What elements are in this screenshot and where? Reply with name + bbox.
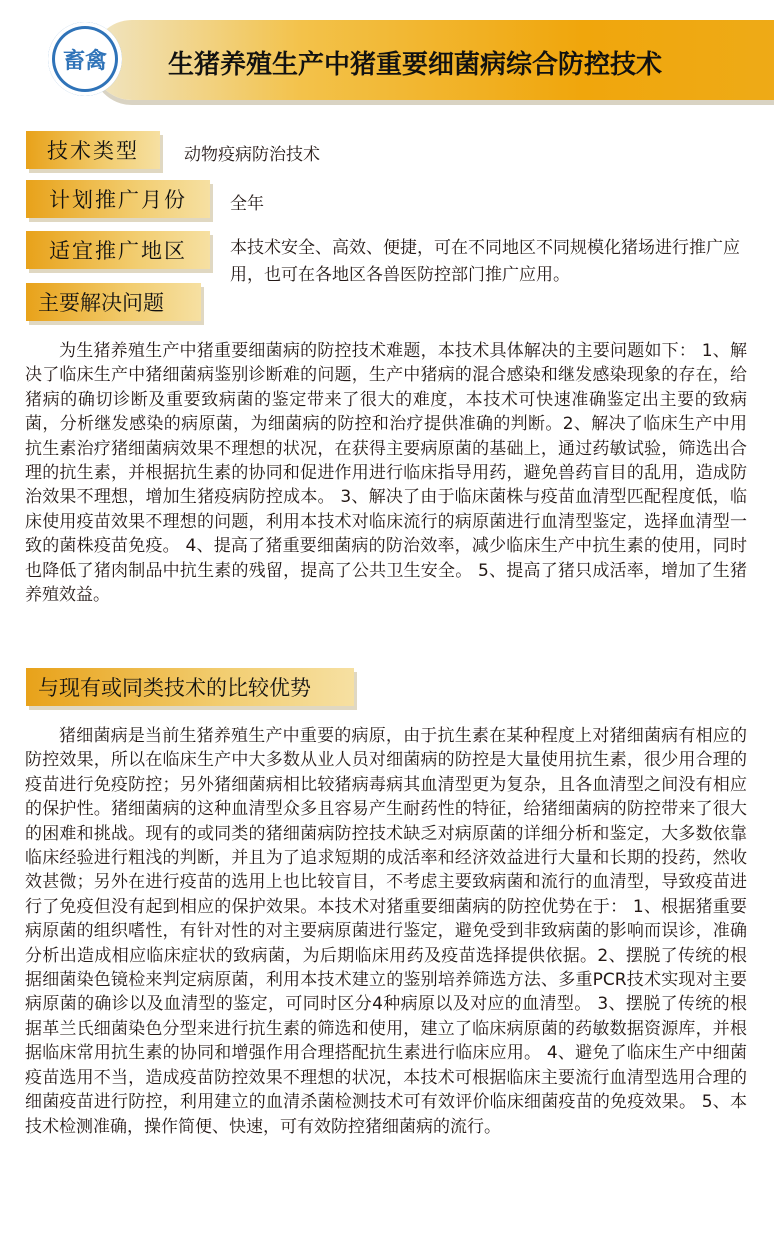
category-badge-label: 畜禽 — [62, 48, 107, 74]
header-banner — [0, 0, 774, 112]
problems-heading: 主要解决问题 — [26, 283, 201, 321]
tech-type-label: 技术类型 — [26, 131, 160, 169]
page-title: 生猪养殖生产中猪重要细菌病综合防控技术 — [168, 50, 663, 80]
month-label: 计划推广月份 — [26, 180, 210, 218]
region-value: 本技术安全、高效、便捷，可在不同地区不同规模化猪场进行推广应用，也可在各地区各兽医防控部门推广应用。 — [230, 238, 740, 285]
problems-paragraph: 为生猪养殖生产中猪重要细菌病的防控技术难题，本技术具体解决的主要问题如下： 1、解决了临床生产中猪细菌病鉴别诊断难的问题，生产中猪病的混合感染和继发感染现象的存在，给猪病的确切诊断及重要致病菌的鉴定带来了很大的难度，本技术可快速准确鉴定出主要的致病菌，分析继发感染的病原菌，为细菌病的防控和治疗提供准确的判断。2、解决了临床生产中用抗生素治疗猪细菌病效果不理想的状况，在获得主要病原菌的基础上，通过药敏试验，筛选出合理的抗生素，并根据抗生素的协同和促进作用进行临床指导用药，避免兽药盲目的乱用，造成防治效果不理想，增加生猪疫病防控成本。 3、解决了由于临床菌株与疫苗血清型匹配程度低，临床使用疫苗效果不理想的问题，利用本技术对临床流行的病原菌进行血清型鉴定，选择血清型一致的菌株疫苗免疫。 4、提高了猪重要细菌病的防治效率，减少临床生产中抗生素的使用，同时也降低了猪肉制品中抗生素的残留，提高了公共卫生安全。 5、提高了猪只成活率，增加了生猪养殖效益。 — [25, 341, 747, 606]
region-label: 适宜推广地区 — [26, 231, 210, 269]
advantages-paragraph: 猪细菌病是当前生猪养殖生产中重要的病原，由于抗生素在某种程度上对猪细菌病有相应的防控效果，所以在临床生产中大多数从业人员对细菌病的防控是大量使用抗生素，很少用合理的疫苗进行免疫防控；另外猪细菌病相比较猪病毒病其血清型更为复杂，且各血清型之间没有相应的保护性。猪细菌病的这种血清型众多且容易产生耐药性的特征，给猪细菌病的防控带来了很大的困难和挑战。现有的或同类的猪细菌病防控技术缺乏对病原菌的详细分析和鉴定，大多数依靠临床经验进行粗浅的判断，并且为了追求短期的成活率和经济效益进行大量和长期的投药，然收效甚微；另外在进行疫苗的选用上也比较盲目，不考虑主要致病菌和流行的血清型，导致疫苗进行了免疫但没有起到相应的保护效果。本技术对猪重要细菌病的防控优势在于： 1、根据猪重要病原菌的组织嗜性，有针对性的对主要病原菌进行鉴定，避免受到非致病菌的影响而误诊，准确分析出造成相应临床症状的致病菌，为后期临床用药及疫苗选择提供依据。2、摆脱了传统的根据细菌染色镜检来判定病原菌，利用本技术建立的鉴别培养筛选方法、多重PCR技术实现对主要病原菌的确诊以及血清型的鉴定，可同时区分4种病原以及对应的血清型。 3、摆脱了传统的根据革兰氏细菌染色分型来进行抗生素的筛选和使用，建立了临床病原菌的药敏数据资源库，并根据临床常用抗生素的协同和增强作用合理搭配抗生素进行临床应用。 4、避免了临床生产中细菌疫苗选用不当，造成疫苗防控效果不理想的状况，本技术可根据临床主要流行血清型选用合理的细菌疫苗进行防控，利用建立的血清杀菌检测技术可有效评价临床细菌疫苗的免疫效果。 5、本技术检测准确，操作简便、快速，可有效防控猪细菌病的流行。 — [25, 726, 747, 1137]
tech-type-value: 动物疫病防治技术 — [184, 145, 320, 165]
advantages-heading: 与现有或同类技术的比较优势 — [26, 668, 354, 706]
month-value: 全年 — [230, 194, 264, 214]
category-badge — [48, 22, 122, 96]
